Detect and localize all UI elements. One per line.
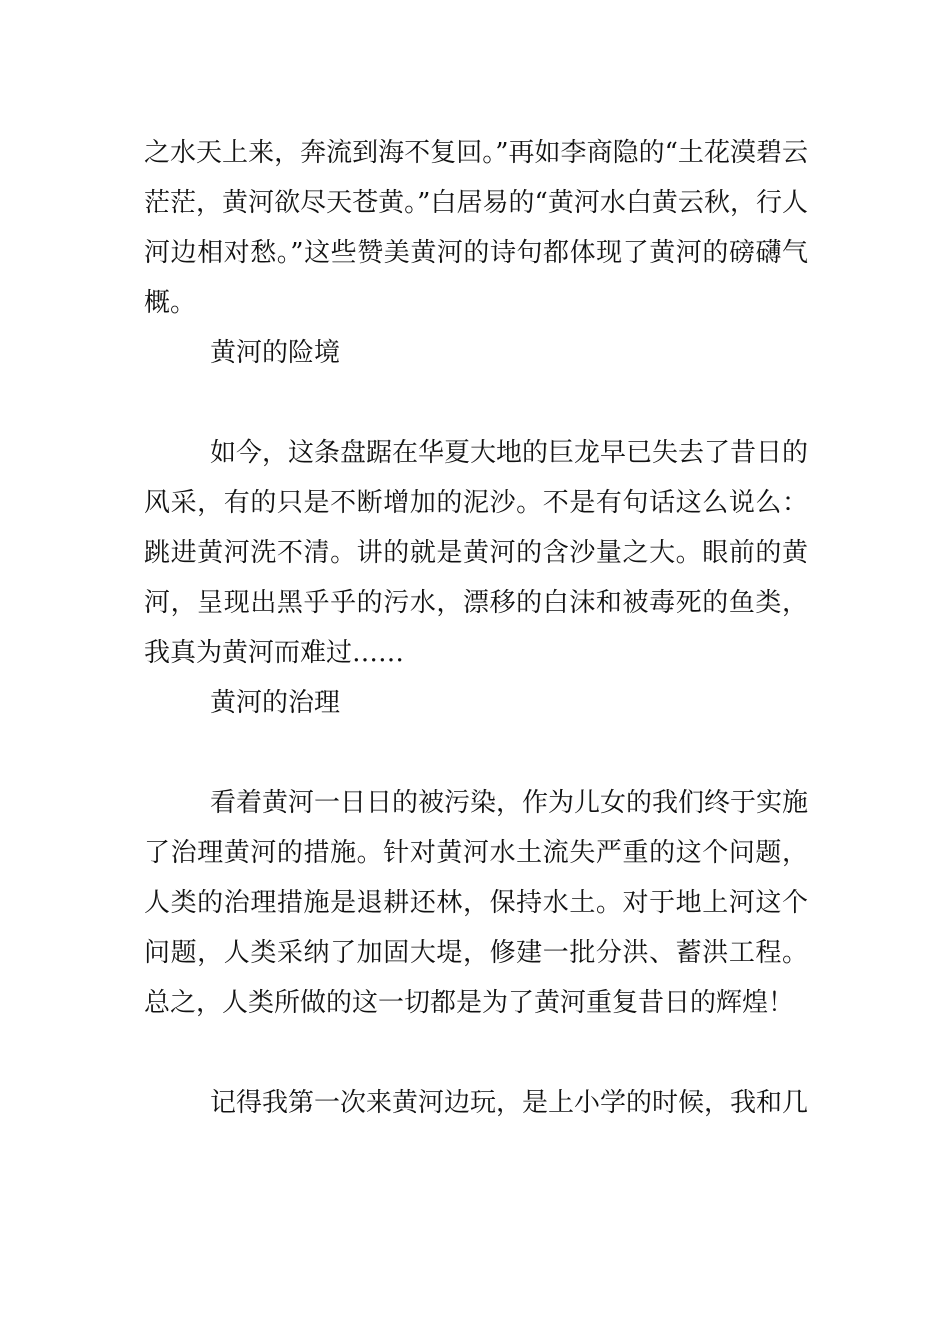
paragraph-memory: 记得我第一次来黄河边玩，是上小学的时候，我和几 (210, 1088, 809, 1118)
document-body (144, 128, 808, 1128)
paragraph-danger: 如今，这条盘踞在华夏大地的巨龙早已失去了昔日的风采，有的只是不断增加的泥沙。不是有句话这么说么：跳进黄河洗不清。讲的就是黄河的含沙量之大。眼前的黄河，呈现出黑乎乎的污水，漂移的白沫和被毒死的鱼类，我真为黄河而难过…… (144, 438, 809, 668)
paragraph-governance: 看着黄河一日日的被污染，作为儿女的我们终于实施了治理黄河的措施。针对黄河水土流失严重的这个问题，人类的治理措施是退耕还林，保持水土。对于地上河这个问题，人类采纳了加固大堤，修建一批分洪、蓄洪工程。总之，人类所做的这一切都是为了黄河重复昔日的辉煌！ (144, 788, 809, 1018)
section-heading-governance: 黄河的治理 (210, 688, 341, 718)
section-heading-danger: 黄河的险境 (210, 338, 341, 368)
paragraph-poetry-quotes: 之水天上来，奔流到海不复回。”再如李商隐的“土花漠碧云茫茫，黄河欲尽天苍黄。”白居易的“黄河水白黄云秋，行人河边相对愁。”这些赞美黄河的诗句都体现了黄河的磅礴气概。 (144, 138, 808, 318)
